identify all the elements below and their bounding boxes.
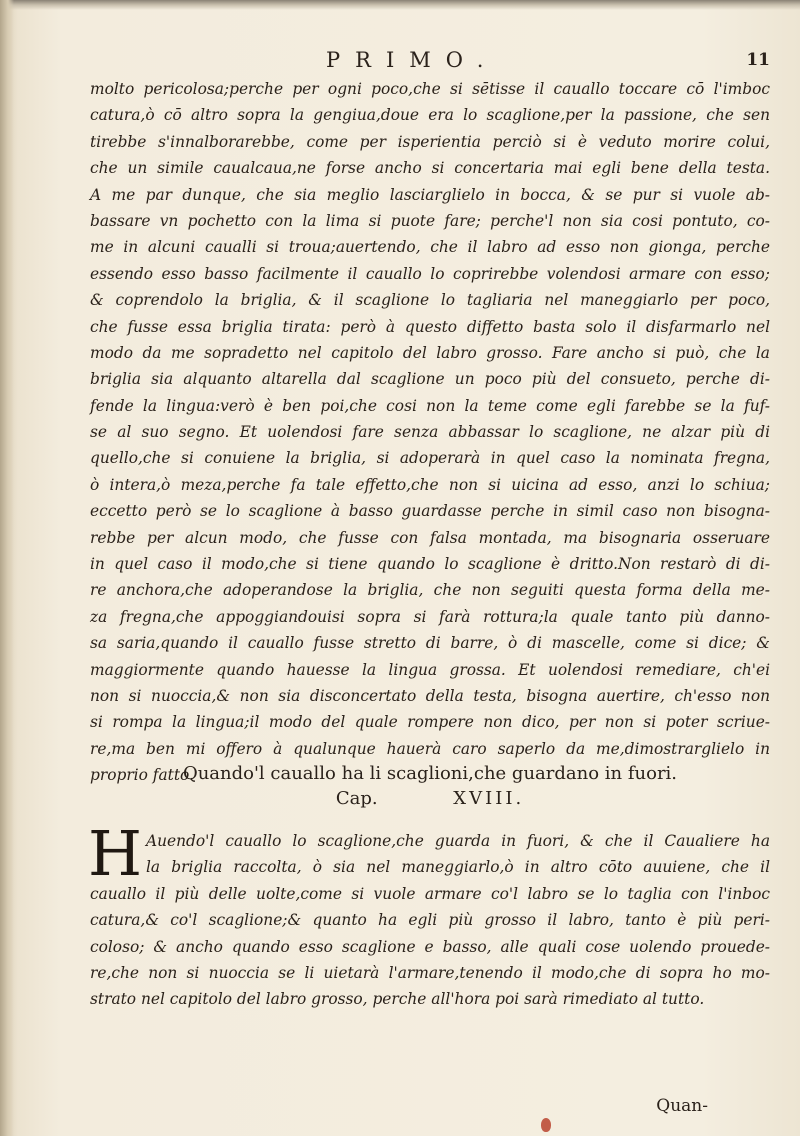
text-line: molto pericolosa;perche per ogni poco,che si sētisse il cauallo toccare cō l'imboc (90, 80, 770, 98)
text-line: modo da me sopradetto nel capitolo del labro grosso. Fare ancho si può, che la (90, 343, 770, 362)
chapter-text-line: re,che non si nuoccia se li uietarà l'armare,tenendo il modo,che di sopra ho mo- (90, 963, 770, 982)
ink-stain (541, 1118, 551, 1132)
chapter-text (88, 817, 770, 1013)
page-number: 11 (746, 50, 770, 70)
text-line: ò intera,ò meza,perche fa tale effetto,che non si uicina ad esso, anzi lo schiua; (90, 475, 770, 494)
text-line: maggiormente quando hauesse la lingua grossa. Et uolendosi remediare, ch'ei (90, 660, 770, 679)
chapter-text-line: strato nel capitolo del labro grosso, perche all'hora poi sarà rimediato al tutto. (90, 990, 705, 1009)
drop-cap: H (88, 817, 143, 890)
chapter-text-line: coloso; & ancho quando esso scaglione e basso, alle quali cose uolendo prouede- (90, 937, 770, 956)
text-line: catura,ò cō altro sopra la gengiua,doue era lo scaglione,per la passione, che sen (90, 106, 770, 125)
text-line: A me par dunque, che sia meglio lasciarglielo in bocca, & se pur si vuole ab- (90, 185, 770, 204)
text-line: tirebbe s'innalborarebbe, come per isperientia perciò si è veduto morire colui, (90, 132, 770, 151)
text-line: proprio fatto. (90, 766, 194, 785)
text-line: sa saria,quando il cauallo fusse stretto di barre, ò di mascelle, come si dice; & (90, 634, 770, 653)
chapter-number: XVIII. (453, 788, 525, 809)
text-line: briglia sia alquanto altarella dal scaglione un poco più del consueto, perche di- (90, 370, 770, 389)
text-line: essendo esso basso facilmente il cauallo lo coprirebbe volendosi armare con esso; (90, 264, 770, 283)
text-line: quello,che si conuiene la briglia, si adoperarà in quel caso la nominata fregna, (90, 449, 770, 468)
text-line: che fusse essa briglia tirata: però à questo diffetto basta solo il disfarmarlo nel (90, 317, 770, 336)
page-top-shadow (0, 0, 800, 10)
text-line: non si nuoccia,& non sia disconcertato della testa, bisogna auertire, ch'esso non (90, 686, 770, 705)
catchword: Quan- (656, 1096, 708, 1116)
text-line: in quel caso il modo,che si tiene quando lo scaglione è dritto.Non restarò di di- (90, 555, 770, 574)
body-text (90, 76, 770, 789)
chapter-heading (90, 787, 770, 811)
chapter-text-line: catura,& co'l scaglione;& quanto ha egli più grosso il labro, tanto è più peri- (90, 911, 770, 930)
chapter-cap-label: Cap. (335, 788, 378, 809)
text-line: za fregna,che appoggiandouisi sopra si farà rottura;la quale tanto più danno- (90, 607, 770, 626)
text-line: me in alcuni caualli si troua;auertendo, che il labro ad esso non gionga, perche (90, 238, 770, 257)
chapter-text-line: la briglia raccolta, ò sia nel maneggiarlo,ò in altro cōto auuiene, che il (146, 858, 770, 877)
text-line: bassare vn pochetto con la lima si puote fare; perche'l non sia cosi pontuto, co- (90, 211, 770, 230)
text-line: eccetto però se lo scaglione à basso guardasse perche in simil caso non bisogna- (90, 502, 770, 521)
text-line: si rompa la lingua;il modo del quale rompere non dico, per non si poter scriue- (90, 713, 770, 732)
text-line: se al suo segno. Et uolendosi fare senza abbassar lo scaglione, ne alzar più di (90, 423, 770, 442)
text-line: che un simile caualcaua,ne forse ancho si concertaria mai egli bene della testa. (90, 159, 770, 178)
running-head: PRIMO. (326, 48, 499, 72)
text-line: fende la lingua:verò è ben poi,che cosi non la teme come egli farebbe se la fuf- (90, 396, 770, 415)
chapter-title: Quando'l cauallo ha li scaglioni,che guardano in fuori. (182, 763, 678, 784)
text-line: & coprendolo la briglia, & il scaglione lo tagliaria nel maneggiarlo per poco, (90, 291, 770, 310)
text-line: rebbe per alcun modo, che fusse con falsa montada, ma bisognaria osseruare (90, 528, 770, 547)
page-header (90, 48, 770, 78)
page-binding-edge (0, 0, 14, 1136)
text-line: re,ma ben mi offero à qualunque hauerà caro saperlo da me,dimostrarglielo in (90, 739, 770, 758)
chapter-text-line: cauallo il più delle uolte,come si vuole armare co'l labro se lo taglia con l'inboc (90, 884, 770, 903)
text-line: re anchora,che adoperandose la briglia, che non seguiti questa forma della me- (90, 581, 770, 600)
chapter-text-line: Auendo'l cauallo lo scaglione,che guarda in fuori, & che il Caualiere ha (146, 832, 770, 850)
